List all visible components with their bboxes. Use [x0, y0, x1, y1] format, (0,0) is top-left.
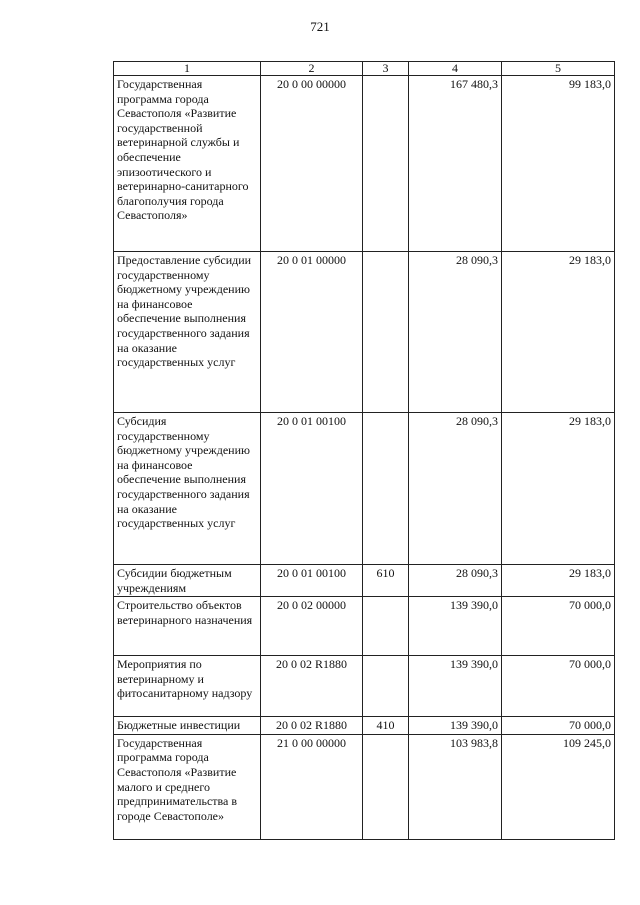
row-name: Субсидии бюджетным учреждениям	[114, 565, 261, 597]
row-name: Государственная программа города Севастополя «Развитие малого и среднего предпринимательства в городе Севастополе»	[114, 734, 261, 839]
budget-table	[113, 61, 615, 840]
header-col-3: 3	[363, 62, 409, 76]
row-code: 20 0 02 R1880	[261, 717, 363, 735]
row-name: Бюджетные инвестиции	[114, 717, 261, 735]
row-sum-1: 139 390,0	[409, 717, 502, 735]
table-row	[114, 717, 615, 735]
header-col-1: 1	[114, 62, 261, 76]
table-row	[114, 656, 615, 717]
row-sum-1: 28 090,3	[409, 252, 502, 413]
header-col-5: 5	[502, 62, 615, 76]
row-code: 20 0 01 00000	[261, 252, 363, 413]
row-code: 20 0 00 00000	[261, 76, 363, 252]
page-number: 721	[310, 19, 330, 34]
row-name: Государственная программа города Севастополя «Развитие государственной ветеринарной службы и обеспечение эпизоотического и ветеринарно-санитарного благополучия города Севастополя»	[114, 76, 261, 252]
row-type	[363, 597, 409, 656]
row-sum-2: 70 000,0	[502, 597, 615, 656]
header-col-4: 4	[409, 62, 502, 76]
row-code: 21 0 00 00000	[261, 734, 363, 839]
row-sum-2: 99 183,0	[502, 76, 615, 252]
table-row	[114, 76, 615, 252]
table-row	[114, 252, 615, 413]
row-type: 410	[363, 717, 409, 735]
row-type	[363, 656, 409, 717]
row-type	[363, 734, 409, 839]
row-sum-1: 28 090,3	[409, 413, 502, 565]
row-sum-2: 29 183,0	[502, 565, 615, 597]
row-sum-1: 28 090,3	[409, 565, 502, 597]
row-name: Предоставление субсидии государственному бюджетному учреждению на финансовое обеспечение выполнения государственного задания на оказание государственных услуг	[114, 252, 261, 413]
row-code: 20 0 02 00000	[261, 597, 363, 656]
row-code: 20 0 02 R1880	[261, 656, 363, 717]
table-body	[114, 76, 615, 840]
row-name: Субсидия государственному бюджетному учреждению на финансовое обеспечение выполнения государственного задания на оказание государственных услуг	[114, 413, 261, 565]
row-sum-1: 167 480,3	[409, 76, 502, 252]
row-type	[363, 252, 409, 413]
row-sum-2: 109 245,0	[502, 734, 615, 839]
table-header	[114, 62, 615, 76]
row-sum-1: 139 390,0	[409, 656, 502, 717]
table-row	[114, 565, 615, 597]
row-sum-2: 29 183,0	[502, 252, 615, 413]
table-row	[114, 413, 615, 565]
row-name: Мероприятия по ветеринарному и фитосанитарному надзору	[114, 656, 261, 717]
row-type	[363, 413, 409, 565]
row-type	[363, 76, 409, 252]
row-sum-2: 29 183,0	[502, 413, 615, 565]
row-sum-1: 103 983,8	[409, 734, 502, 839]
header-col-2: 2	[261, 62, 363, 76]
row-code: 20 0 01 00100	[261, 413, 363, 565]
table-row	[114, 597, 615, 656]
row-name: Строительство объектов ветеринарного назначения	[114, 597, 261, 656]
table-row	[114, 734, 615, 839]
row-type: 610	[363, 565, 409, 597]
header-row	[114, 62, 615, 76]
row-sum-1: 139 390,0	[409, 597, 502, 656]
row-sum-2: 70 000,0	[502, 717, 615, 735]
row-sum-2: 70 000,0	[502, 656, 615, 717]
row-code: 20 0 01 00100	[261, 565, 363, 597]
